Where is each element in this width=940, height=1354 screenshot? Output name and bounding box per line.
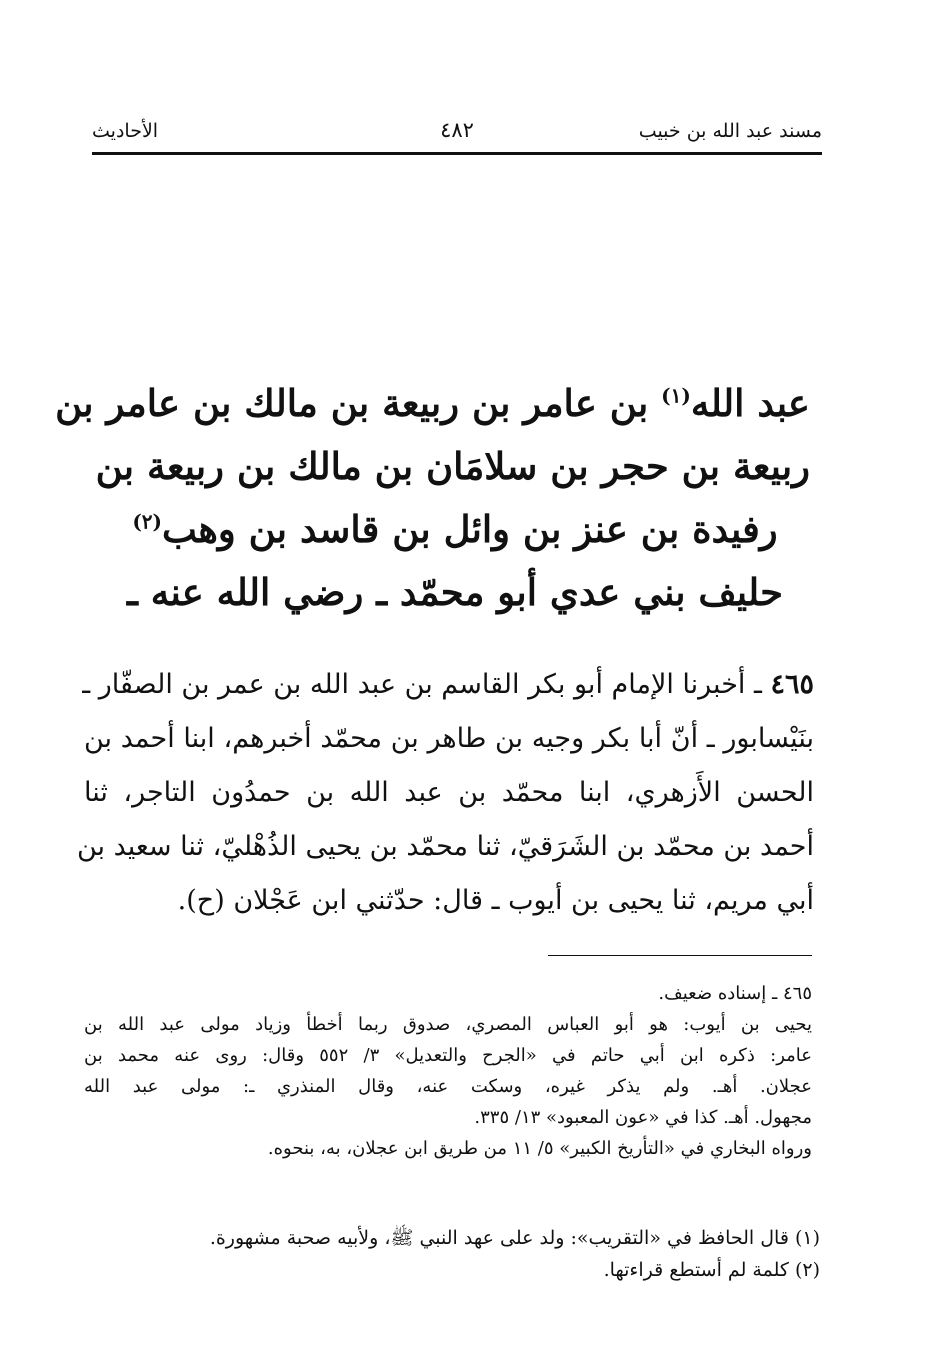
heading-line-3	[100, 498, 810, 561]
hadith-number: ٤٦٥	[770, 669, 814, 700]
footnote-1: (١) قال الحافظ في «التقريب»: ولد على عهد النبي ﷺ، ولأبيه صحبة مشهورة.	[209, 1227, 820, 1249]
heading-line-4: حليف بني عدي أبو محمّد ـ رضي الله عنه ـ	[126, 570, 783, 614]
page-number: ٤٨٢	[440, 118, 474, 142]
footnote-2: (٢) كلمة لم أستطع قراءتها.	[603, 1259, 820, 1281]
running-head	[92, 112, 822, 155]
hadith-line-4: أحمد بن محمّد بن الشَرَقيّ، ثنا محمّد بن يحيى الذُهْليّ، ثنا سعيد بن	[76, 831, 814, 862]
heading-line-2: ربيعة بن حجر بن سلامَان بن مالك بن ربيعة بن	[95, 444, 810, 488]
footnote-ref-1[interactable]: (١)	[661, 383, 691, 408]
hadith-commentary	[84, 978, 812, 1164]
heading-line-1	[55, 372, 810, 435]
heading-text: بن عامر بن ربيعة بن مالك بن عامر بن	[55, 381, 662, 425]
heading-text: رفيدة بن عنز بن وائل بن قاسد بن وهب	[162, 507, 778, 551]
commentary-line-2: يحيى بن أيوب: هو أبو العباس المصري، صدوق ربما أخطأ وزياد مولى عبد الله بن	[84, 1014, 812, 1035]
commentary-line-4: عجلان. أهـ. ولم يذكر غيره، وسكت عنه، وقال المنذري ـ: مولى عبد الله	[84, 1076, 812, 1097]
footnote-divider	[548, 955, 812, 956]
hadith-line-3: الحسن الأَزهري، ابنا محمّد بن عبد الله بن حمدُون التاجر، ثنا	[84, 777, 814, 808]
hadith-line-1	[84, 658, 814, 712]
commentary-line-1: ٤٦٥ ـ إسناده ضعيف.	[658, 983, 812, 1004]
commentary-line-5: مجهول. أهـ. كذا في «عون المعبود» ١٣/ ٣٣٥.	[474, 1107, 812, 1128]
hadith-line-5: أبي مريم، ثنا يحيى بن أيوب ـ قال: حدّثني ابن عَجْلان (ح).	[177, 885, 814, 916]
hadith-line-2: بنَيْسابور ـ أنّ أبا بكر وجيه بن طاهر بن محمّد أخبرهم، ابنا أحمد بن	[84, 723, 814, 754]
book-title: مسند عبد الله بن خبيب	[638, 120, 822, 142]
commentary-line-6: ورواه البخاري في «التأريخ الكبير» ٥/ ١١ من طريق ابن عجلان، به، بنحوه.	[267, 1138, 812, 1159]
hadith-line-text: ـ أخبرنا الإمام أبو بكر القاسم بن عبد الله بن عمر بن الصفّار ـ	[82, 669, 771, 700]
hadith-text	[76, 658, 814, 928]
footnotes	[84, 1222, 820, 1286]
footnote-ref-2[interactable]: (٢)	[132, 509, 163, 534]
chapter-heading	[55, 372, 810, 624]
heading-text: عبد الله	[690, 381, 810, 425]
section-title: الأحاديث	[92, 120, 159, 142]
commentary-line-3: عامر: ذكره ابن أبي حاتم في «الجرح والتعديل» ٣/ ٥٥٢ وقال: روى عنه محمد بن	[84, 1045, 812, 1066]
